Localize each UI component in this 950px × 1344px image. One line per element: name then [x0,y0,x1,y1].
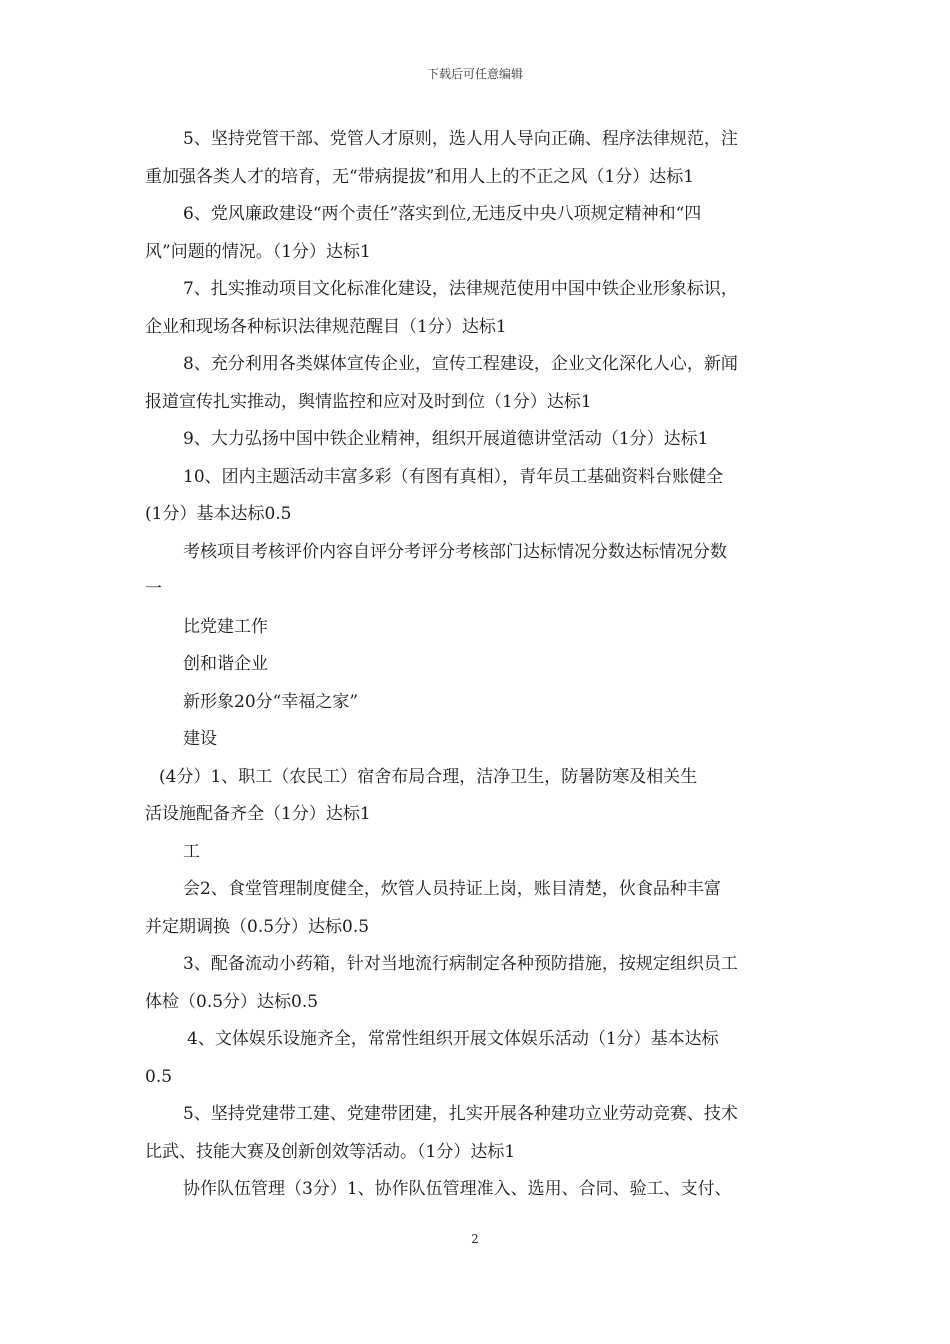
text-line: 5、坚持党建带工建、党建带团建，扎实开展各种建功立业劳动竞赛、技术 [183,1104,738,1124]
text-line: 重加强各类人才的培育，无“带病提拔”和用人上的不正之风（1分）达标1 [145,166,695,187]
text-line: 新形象20分“幸福之家” [183,691,359,712]
text-line: 会2、食堂管理制度健全，炊管人员持证上岗，账目清楚，伙食品种丰富 [183,879,721,899]
text-line: (4分）1、职工（农民工）宿舍布局合理，洁净卫生，防暑防寒及相关生 [159,766,698,787]
text-line: 并定期调换（0.5分）达标0.5 [145,916,370,937]
text-line: 创和谐企业 [183,654,268,674]
text-line: 比党建工作 [183,616,268,637]
text-line: 6、党风廉政建设“两个责任”落实到位,无违反中央八项规定精神和“四 [183,204,702,224]
text-line: 协作队伍管理（3分）1、协作队伍管理准入、选用、合同、验工、支付、 [183,1179,732,1199]
text-line: 5、坚持党管干部、党管人才原则，选人用人导向正确、程序法律规范，注 [183,129,738,149]
document-body [145,121,807,1209]
text-line: 活设施配备齐全（1分）达标1 [145,804,371,824]
text-line: 0.5 [145,1066,173,1087]
text-line: 工 [183,841,200,862]
text-line: 10、团内主题活动丰富多彩（有图有真相），青年员工基础资料台账健全 [183,466,724,487]
text-line: 比武、技能大赛及创新创效等活动。（1分）达标1 [145,1141,516,1162]
text-line: 8、充分利用各类媒体宣传企业，宣传工程建设，企业文化深化人心，新闻 [183,354,738,374]
text-line: 风”问题的情况。（1分）达标1 [145,241,371,262]
page-number: 2 [471,1232,479,1246]
text-line: 一 [145,579,162,599]
text-line: 企业和现场各种标识法律规范醒目（1分）达标1 [145,316,507,337]
text-line: 4、文体娱乐设施齐全，常常性组织开展文体娱乐活动（1分）基本达标 [187,1029,719,1049]
text-line: 报道宣传扎实推动，舆情监控和应对及时到位（1分）达标1 [145,391,592,412]
text-line: 3、配备流动小药箱，针对当地流行病制定各种预防措施，按规定组织员工 [183,954,738,974]
page-header: 下载后可任意编辑 [426,67,523,81]
text-line: 7、扎实推动项目文化标准化建设，法律规范使用中国中铁企业形象标识， [183,279,738,299]
text-line: 9、大力弘扬中国中铁企业精神，组织开展道德讲堂活动（1分）达标1 [183,429,709,449]
text-line: (1分）基本达标0.5 [145,504,292,524]
text-line: 体检（0.5分）达标0.5 [145,991,319,1012]
text-line: 考核项目考核评价内容自评分考评分考核部门达标情况分数达标情况分数 [183,541,727,562]
text-line: 建设 [183,729,217,749]
